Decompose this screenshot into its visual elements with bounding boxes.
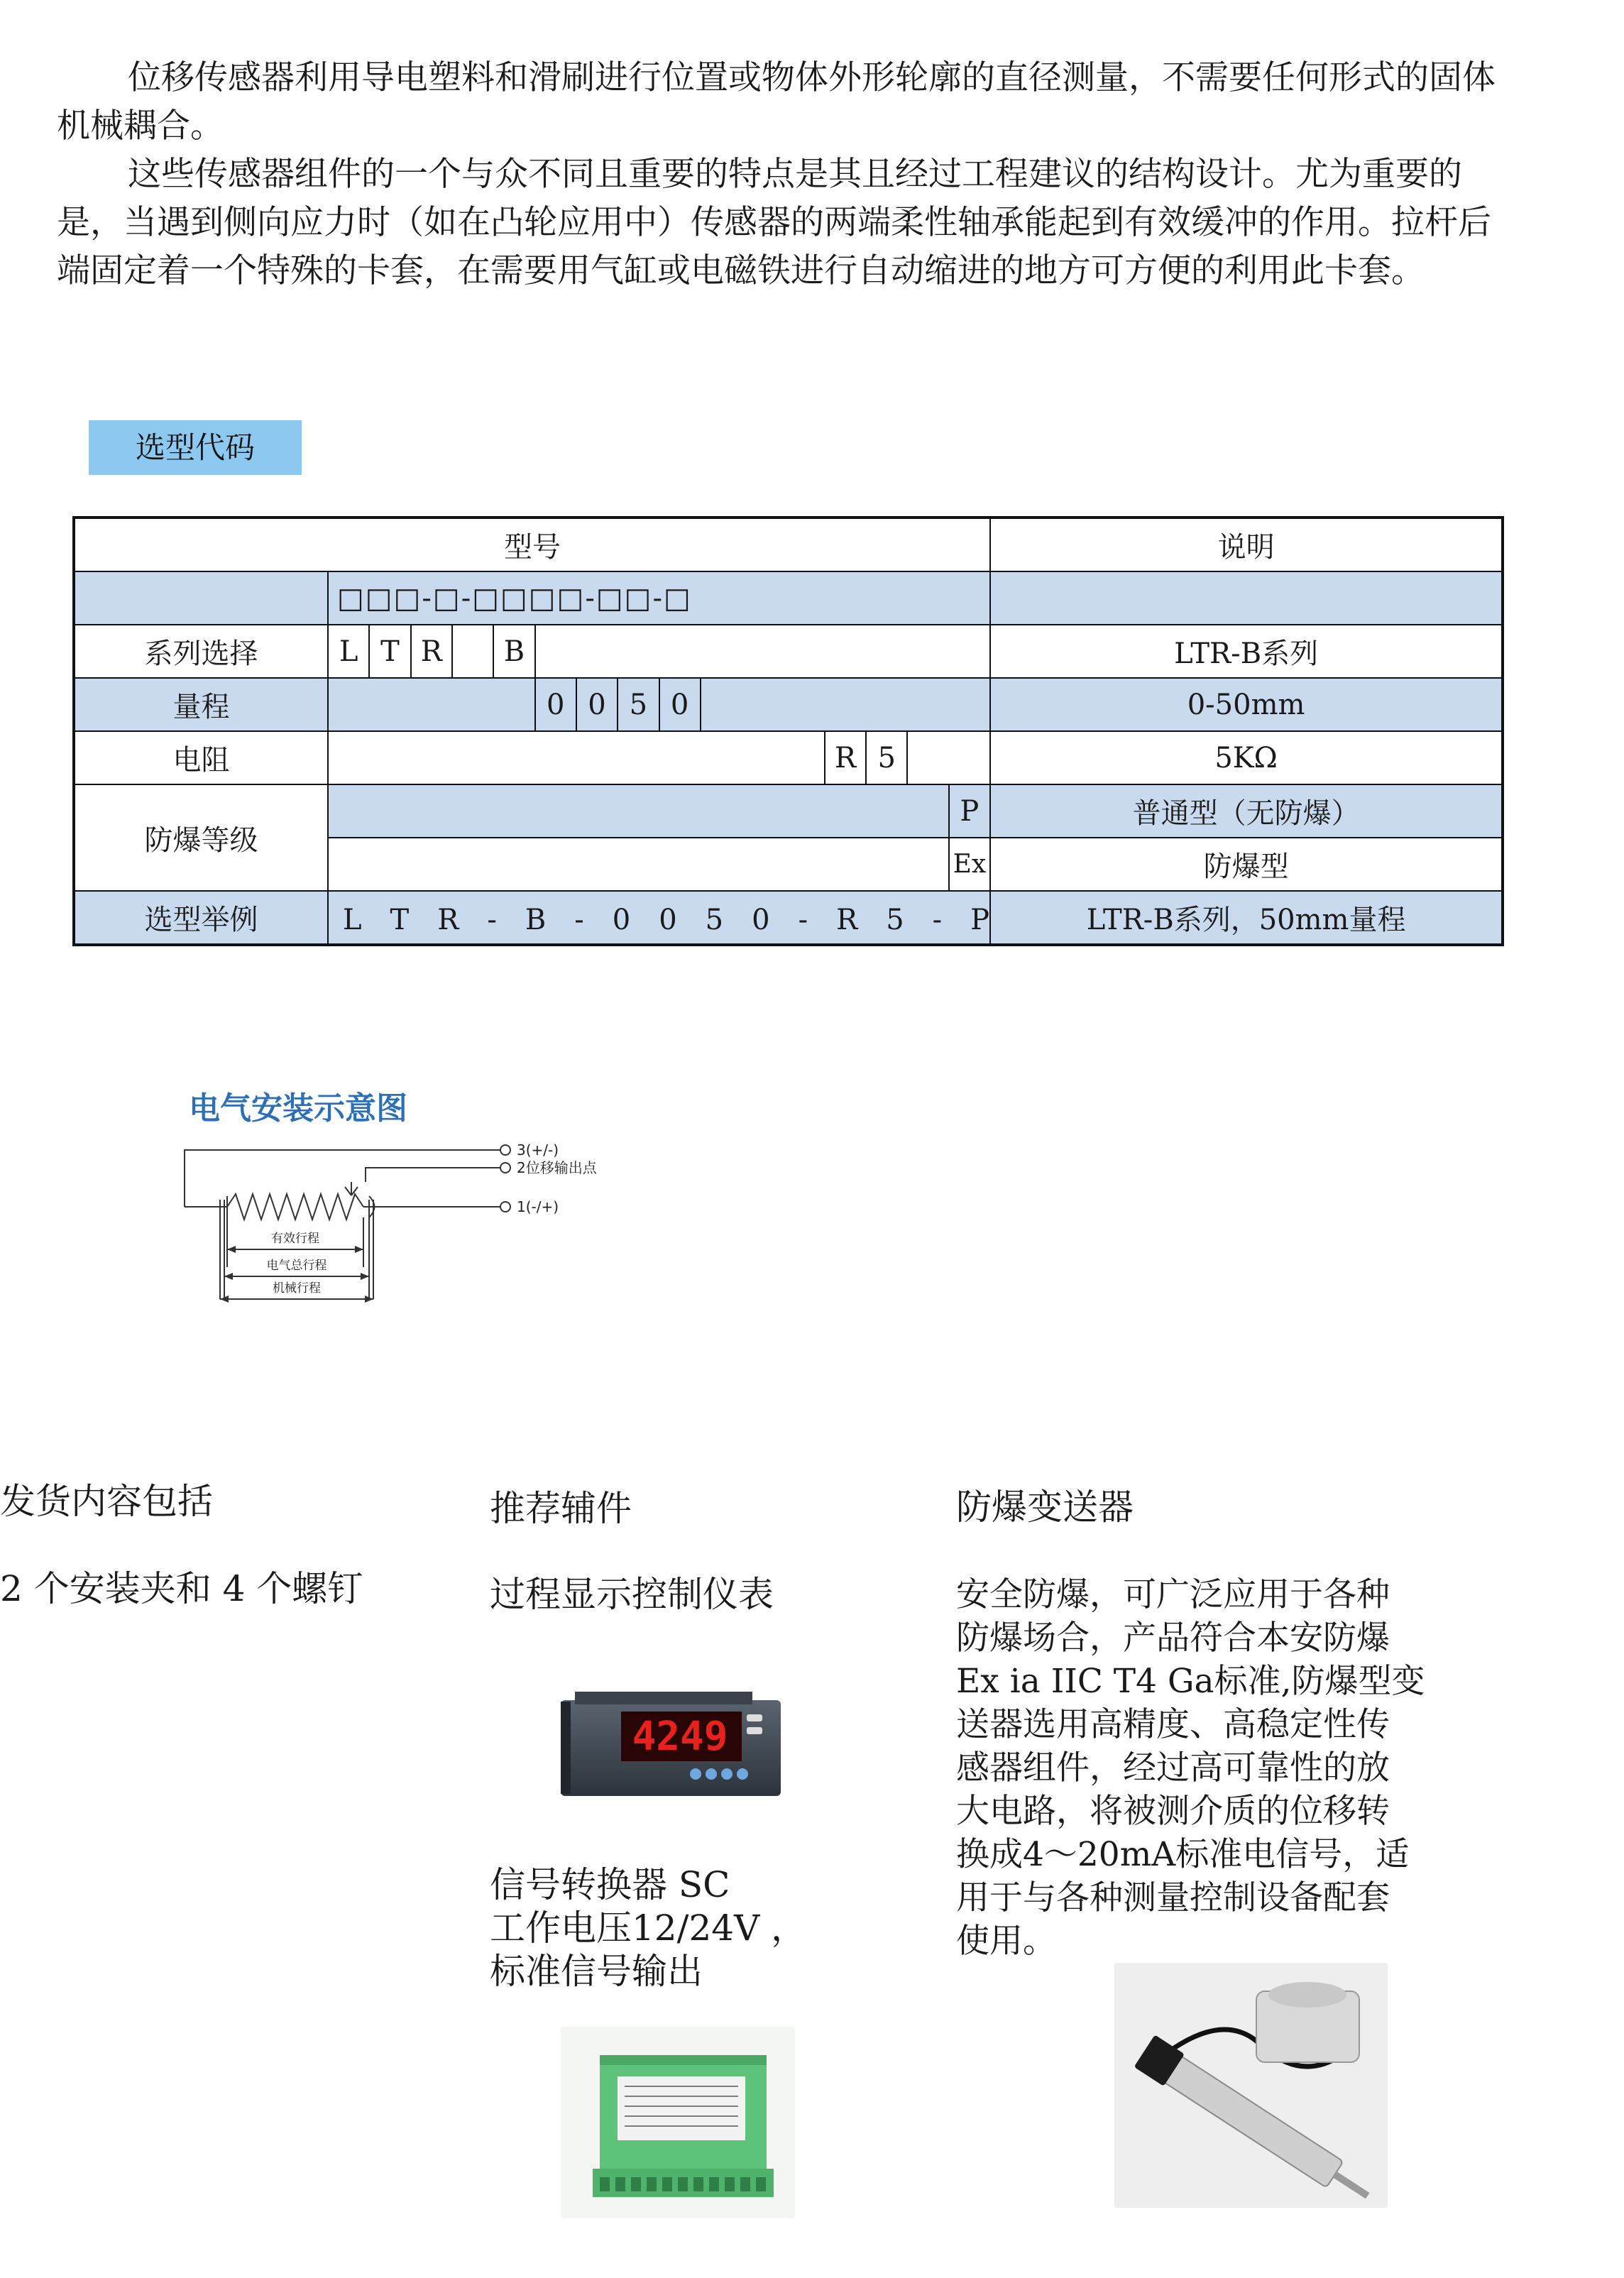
code-placeholder-boxes: □□□-□-□□□□-□□-□	[328, 571, 990, 625]
row-description: 普通型（无防爆）	[990, 784, 1503, 838]
transmitter-line: 防爆场合，产品符合本安防爆	[956, 1619, 1390, 1658]
code-cell: Ex	[949, 838, 990, 891]
accessories-title: 推荐辅件	[490, 1488, 632, 1529]
wire-pin3	[185, 1150, 500, 1207]
row-label: 防爆等级	[74, 784, 328, 891]
transmitter-line: 用于与各种测量控制设备配套	[956, 1878, 1390, 1917]
transmitter-line: 送器选用高精度、高稳定性传	[956, 1705, 1390, 1744]
table-row-example	[74, 891, 1503, 945]
table-row-resistance	[74, 731, 1503, 784]
table-row-series	[74, 625, 1503, 678]
code-cell: R	[825, 731, 866, 784]
wiring-diagram-title: 电气安装示意图	[189, 1090, 407, 1127]
row-description: LTR-B系列，50mm量程	[990, 891, 1503, 945]
code-cell: R	[411, 625, 452, 678]
table-header-row	[74, 518, 1503, 571]
selection-code-tag: 选型代码	[89, 420, 302, 475]
row-label: 选型举例	[74, 891, 328, 945]
transmitter-photo	[1114, 1963, 1388, 2208]
code-cell: L	[328, 625, 369, 678]
code-cell: T	[369, 625, 410, 678]
code-cell: B	[493, 625, 534, 678]
transmitter-line: Ex ia IIC T4 Ga标准,防爆型变	[956, 1662, 1425, 1701]
converter-photo	[561, 2027, 795, 2218]
transmitter-title: 防爆变送器	[956, 1486, 1134, 1528]
converter-line-3: 标准信号输出	[490, 1951, 703, 1992]
code-cell	[452, 625, 493, 678]
selection-table	[72, 516, 1504, 946]
row-description: 防爆型	[990, 838, 1503, 891]
terminal-3	[500, 1145, 510, 1155]
code-cell: 0	[659, 678, 701, 731]
meter-photo	[554, 1686, 788, 1807]
row-description: LTR-B系列	[990, 625, 1503, 678]
row-label: 量程	[74, 678, 328, 731]
wiper-wire	[366, 1168, 500, 1182]
transmitter-line: 使用。	[956, 1922, 1056, 1961]
code-cell: 0	[535, 678, 576, 731]
row-label: 电阻	[74, 731, 328, 784]
table-row-range	[74, 678, 1503, 731]
accessory-meter-label: 过程显示控制仪表	[490, 1574, 774, 1615]
example-code: L T R - B - 0 0 5 0 - R 5 - P	[328, 891, 990, 945]
table-row-explosion-normal	[74, 784, 1503, 838]
effective-stroke-label: 有效行程	[271, 1232, 319, 1246]
transmitter-line: 大电路，将被测介质的位移转	[956, 1792, 1390, 1831]
header-description: 说明	[990, 518, 1503, 571]
row-description: 5KΩ	[990, 731, 1503, 784]
transmitter-line: 换成4～20mA标准电信号，适	[956, 1835, 1410, 1874]
code-cell: P	[949, 784, 990, 838]
transmitter-line: 安全防爆，可广泛应用于各种	[956, 1575, 1390, 1614]
transmitter-line: 感器组件，经过高可靠性的放	[956, 1748, 1390, 1787]
wiring-diagram	[177, 1129, 674, 1342]
converter-line-1: 信号转换器 SC	[490, 1864, 730, 1905]
shipping-body: 2 个安装夹和 4 个螺钉	[0, 1568, 363, 1609]
code-cell: 0	[576, 678, 618, 731]
pin1-label: 1(-/+)	[517, 1198, 559, 1215]
row-label: 系列选择	[74, 625, 328, 678]
shipping-title: 发货内容包括	[0, 1481, 213, 1522]
pin3-label: 3(+/-)	[517, 1141, 559, 1159]
intro-paragraph-2: 这些传感器组件的一个与众不同且重要的特点是其且经过工程建议的结构设计。尤为重要的是，当遇到侧向应力时（如在凸轮应用中）传感器的两端柔性轴承能起到有效缓冲的作用。拉杆后端固定着一个特殊的卡套，在需要用气缸或电磁铁进行自动缩进的地方可方便的利用此卡套。	[57, 155, 1491, 290]
intro-paragraph-1: 位移传感器利用导电塑料和滑刷进行位置或物体外形轮廓的直径测量，不需要任何形式的固体机械耦合。	[57, 58, 1496, 146]
resistor	[227, 1194, 363, 1220]
meter-display-reading: 4249	[632, 1714, 728, 1760]
code-cell: 5	[866, 731, 907, 784]
box-row	[74, 571, 1503, 625]
terminal-1	[500, 1202, 510, 1212]
header-model: 型号	[74, 518, 990, 571]
mechanical-stroke-label: 机械行程	[273, 1281, 321, 1296]
row-description: 0-50mm	[990, 678, 1503, 731]
converter-line-2: 工作电压12/24V ，	[490, 1907, 807, 1949]
code-cell: 5	[618, 678, 659, 731]
terminal-2	[500, 1163, 510, 1173]
pin2-label: 2位移输出点	[517, 1159, 597, 1176]
electrical-stroke-label: 电气总行程	[266, 1259, 327, 1273]
